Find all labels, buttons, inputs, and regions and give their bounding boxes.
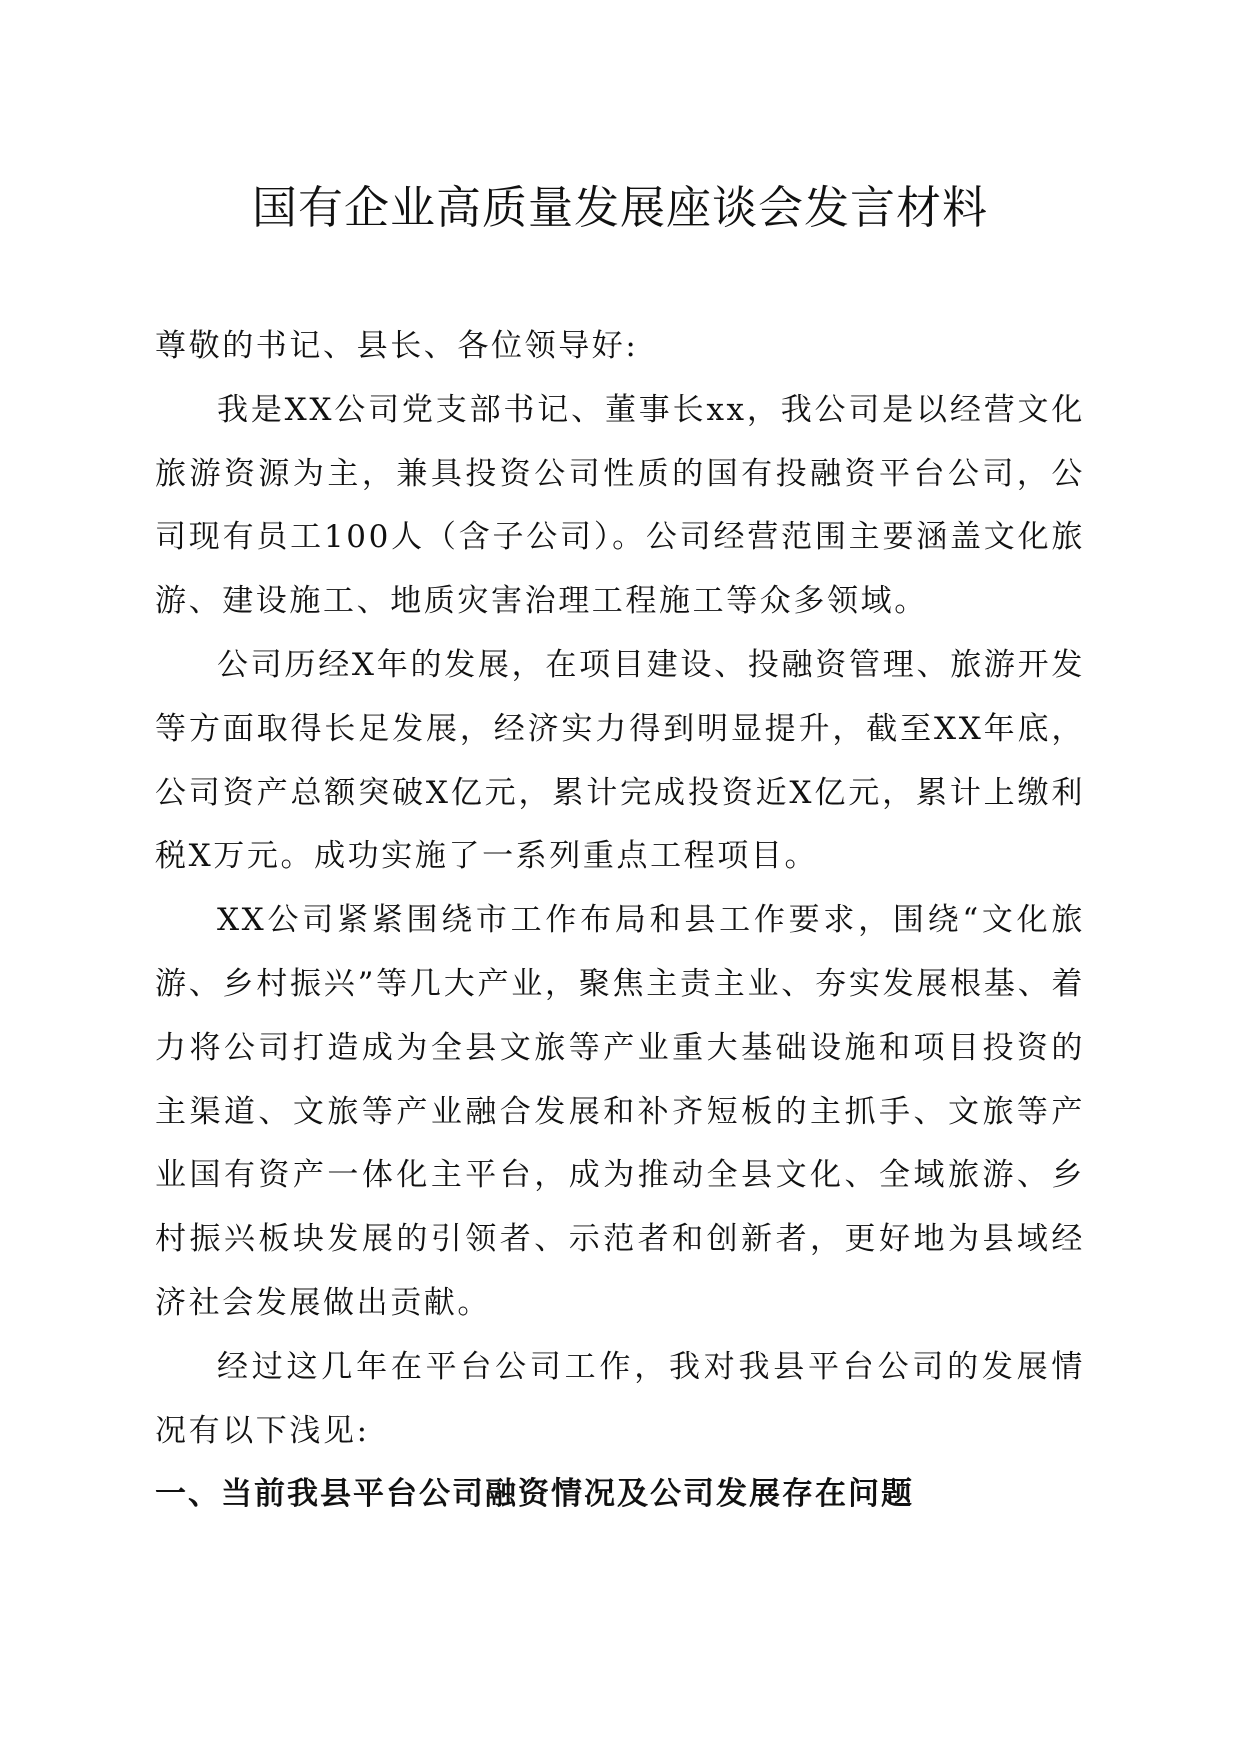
- paragraph-intro: 我是XX公司党支部书记、董事长xx，我公司是以经营文化旅游资源为主，兼具投资公司性质的国有投融资平台公司，公司现有员工100人（含子公司）。公司经营范围主要涵盖文化旅游、建设施工、地质灾害治理工程施工等众多领域。: [155, 391, 1085, 620]
- paragraph-development: 公司历经X年的发展，在项目建设、投融资管理、旅游开发等方面取得长足发展，经济实力得到明显提升，截至XX年底，公司资产总额突破X亿元，累计完成投资近X亿元，累计上缴利税X万元。成功实施了一系列重点工程项目。: [155, 646, 1085, 875]
- salutation: 尊敬的书记、县长、各位领导好:: [155, 328, 639, 364]
- document-title: 国有企业高质量发展座谈会发言材料: [251, 181, 988, 234]
- paragraph-opinion-lead: 经过这几年在平台公司工作，我对我县平台公司的发展情况有以下浅见:: [155, 1348, 1085, 1449]
- section-heading: 一、当前我县平台公司融资情况及公司发展存在问题: [155, 1476, 914, 1513]
- paragraph-strategy: XX公司紧紧围绕市工作布局和县工作要求，围绕“文化旅游、乡村振兴”等几大产业，聚焦主责主业、夯实发展根基、着力将公司打造成为全县文旅等产业重大基础设施和项目投资的主渠道、文旅等产业融合发展和补齐短板的主抓手、文旅等产业国有资产一体化主平台，成为推动全县文化、全域旅游、乡村振兴板块发展的引领者、示范者和创新者，更好地为县域经济社会发展做出贡献。: [155, 902, 1085, 1321]
- document-body: [155, 315, 1085, 1527]
